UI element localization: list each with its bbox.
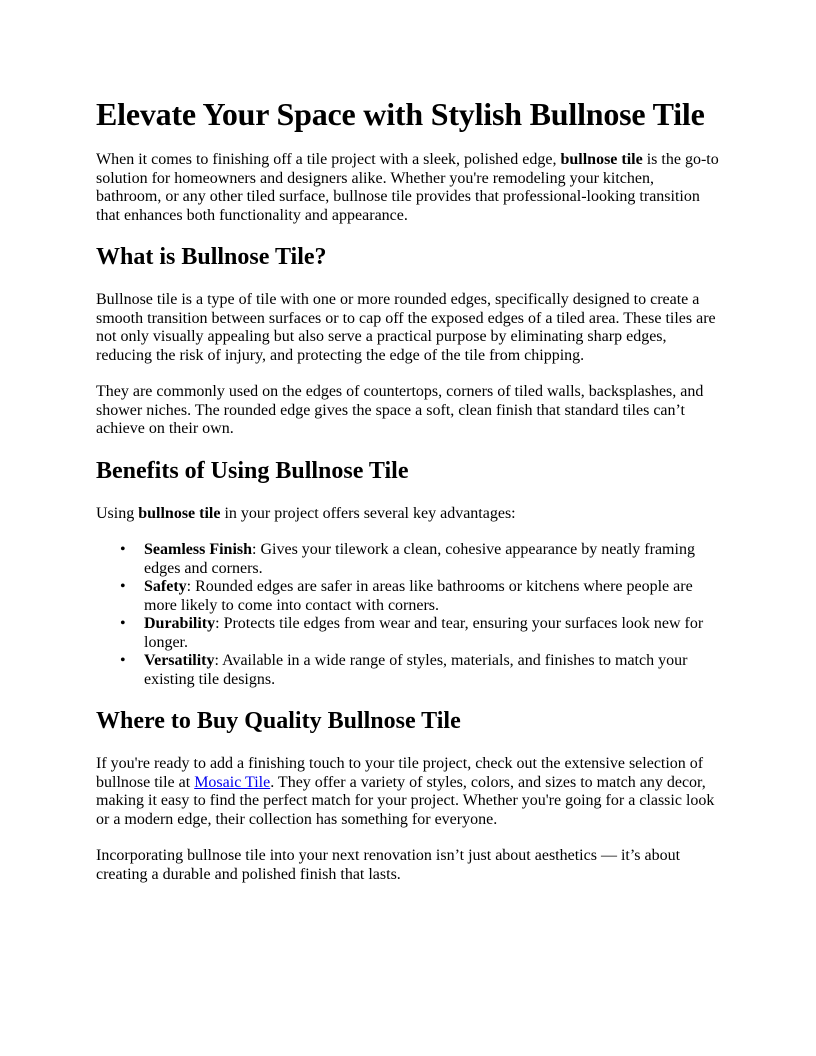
- list-item-text: : Gives your tilework a clean, cohesive appearance by neatly framing edges and corners.: [144, 541, 695, 577]
- list-item-text: : Rounded edges are safer in areas like bathrooms or kitchens where people are more likely to come into contact with corners.: [144, 578, 693, 614]
- benefits-lead-paragraph: [96, 505, 720, 524]
- benefits-lead-bold: bullnose tile: [138, 504, 221, 522]
- page-title: Elevate Your Space with Stylish Bullnose Tile: [96, 96, 705, 132]
- buy-text-before: If you're ready to add a finishing touch to your tile project, check out the extensive selection of bullnose tile at: [96, 755, 704, 791]
- list-item-text: : Protects tile edges from wear and tear, ensuring your surfaces look new for longer.: [144, 615, 704, 651]
- list-item: [120, 578, 720, 615]
- list-item-term: Seamless Finish: [144, 541, 253, 558]
- buy-paragraph-1: [96, 755, 720, 829]
- buy-text-after: . They offer a variety of styles, colors, and sizes to match any decor, making it easy to find the perfect match for your project. Whether you're going for a classic look or a modern edge, their collection has something for everyone.: [96, 773, 715, 828]
- list-item: [120, 615, 720, 652]
- what-paragraph-2: They are commonly used on the edges of countertops, corners of tiled walls, backsplashes, and shower niches. The rounded edge gives the space a soft, clean finish that standard tiles can’t achieve on their own.: [96, 383, 704, 437]
- bullet-icon: •: [120, 578, 126, 595]
- benefits-list: [96, 541, 720, 689]
- benefits-lead-before: Using: [96, 504, 139, 522]
- intro-bold-term: bullnose tile: [560, 151, 643, 168]
- section-heading-buy: Where to Buy Quality Bullnose Tile: [96, 708, 461, 734]
- bullet-icon: •: [120, 615, 126, 632]
- bullet-icon: •: [120, 541, 126, 558]
- bullet-icon: •: [120, 652, 126, 669]
- list-item-term: Durability: [144, 615, 216, 632]
- list-item-term: Versatility: [144, 652, 215, 669]
- benefits-lead-after: in your project offers several key advantages:: [220, 504, 516, 522]
- section-heading-benefits: Benefits of Using Bullnose Tile: [96, 457, 409, 484]
- list-item-term: Safety: [144, 578, 187, 595]
- intro-paragraph: [96, 151, 720, 225]
- buy-paragraph-2: Incorporating bullnose tile into your next renovation isn’t just about aesthetics — it’s about creating a durable and polished finish that lasts.: [96, 847, 681, 883]
- section-heading-what: What is Bullnose Tile?: [96, 244, 327, 270]
- mosaic-tile-link[interactable]: Mosaic Tile: [194, 773, 271, 791]
- intro-text-after: is the go-to solution for homeowners and designers alike. Whether you're remodeling your kitchen, bathroom, or any other tiled surface, bullnose tile provides that professional-looking transition that enhances both functionality and appearance.: [96, 151, 719, 224]
- list-item: [120, 541, 720, 578]
- list-item: [120, 652, 720, 689]
- intro-text-before: When it comes to finishing off a tile project with a sleek, polished edge,: [96, 151, 561, 168]
- list-item-text: : Available in a wide range of styles, materials, and finishes to match your existing tile designs.: [144, 652, 688, 688]
- document-page: [96, 96, 720, 884]
- what-paragraph-1: Bullnose tile is a type of tile with one or more rounded edges, specifically designed to create a smooth transition between surfaces or to cap off the exposed edges of a tiled area. These tiles are not only visually appealing but also serve a practical purpose by eliminating sharp edges, reducing the risk of injury, and protecting the edge of the tile from chipping.: [96, 291, 716, 364]
